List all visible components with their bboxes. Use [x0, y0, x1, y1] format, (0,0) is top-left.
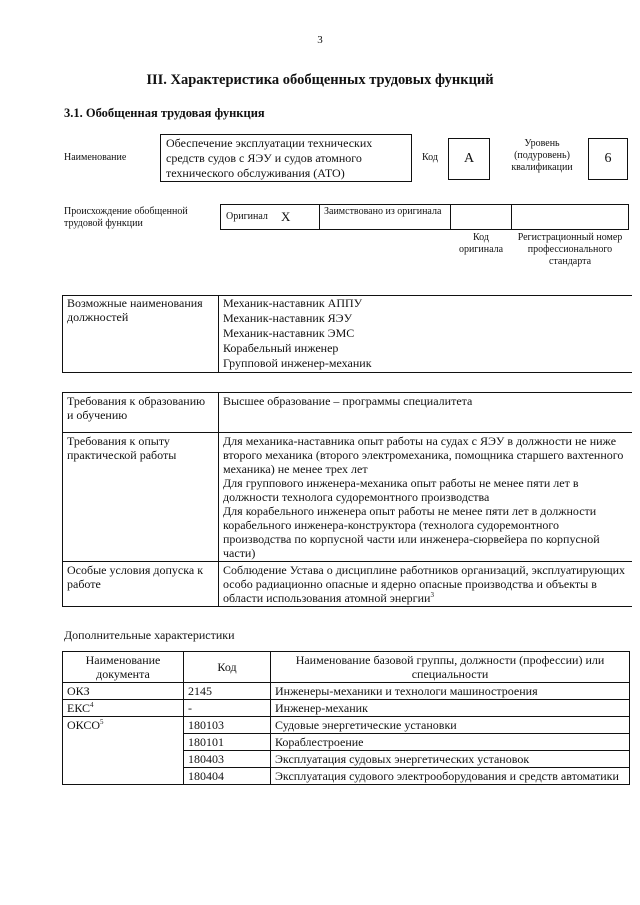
- page-number: 3: [317, 34, 323, 46]
- table-row: [63, 717, 630, 734]
- requirement-line: Высшее образование – программы специалитета: [223, 394, 473, 408]
- position-item: Корабельный инженер: [223, 341, 339, 355]
- position-item: Групповой инженер-механик: [223, 356, 372, 370]
- code-cell: 2145: [184, 683, 271, 700]
- positions-list: [219, 296, 633, 373]
- admission-value: [219, 562, 633, 607]
- borrowed-cell: [319, 204, 451, 230]
- subsection-title: 3.1. Обобщенная трудовая функция: [64, 106, 265, 120]
- name-cell: Судовые энергетические установки: [271, 717, 630, 734]
- original-mark: Х: [281, 209, 291, 224]
- table-row: [63, 433, 633, 562]
- doc-name: ОКСО: [67, 718, 101, 732]
- experience-value: [219, 433, 633, 562]
- requirement-line: Соблюдение Устава о дисциплине работников организаций, эксплуатирующих особо радиационно опасные и ядерно опасные производства и объекты в области использования атомной энергии: [223, 563, 626, 605]
- requirement-line: Для группового инженера-механика опыт работы не менее пяти лет в должности технолога судоремонтного производства: [223, 476, 579, 504]
- doc-name: ОКЗ: [67, 684, 90, 698]
- original-label: Оригинал: [226, 211, 268, 222]
- function-name-box: [160, 134, 412, 182]
- name-cell: Кораблестроение: [271, 734, 630, 751]
- position-item: Механик-наставник АППУ: [223, 296, 363, 310]
- doc-cell: [63, 683, 184, 700]
- name-cell: Эксплуатация судовых энергетических установок: [271, 751, 630, 768]
- table-row: [63, 393, 633, 433]
- header-name: Наименование базовой группы, должности (профессии) или специальности: [271, 652, 630, 683]
- name-cell: Инженер-механик: [271, 700, 630, 717]
- name-label: Наименование: [64, 152, 127, 163]
- level-value-box: [588, 138, 628, 180]
- education-label: Требования к образованию и обучению: [63, 393, 219, 433]
- code-cell: 180101: [184, 734, 271, 751]
- table-row: [63, 683, 630, 700]
- code-value: А: [463, 151, 475, 166]
- doc-name: ЕКС: [67, 701, 91, 715]
- positions-label: Возможные наименования должностей: [63, 296, 219, 373]
- code-cell: 180103: [184, 717, 271, 734]
- original-code-caption: Код оригинала: [458, 232, 504, 255]
- doc-footnote: 5: [100, 718, 104, 726]
- borrowed-label: Заимствовано из оригинала: [324, 206, 442, 217]
- doc-cell: [63, 717, 184, 785]
- reg-number-caption: Регистрационный номер профессионального стандарта: [517, 232, 623, 267]
- function-name-value: Обеспечение эксплуатации технических средств судов с ЯЭУ и судов атомного технического обслуживания (АТО): [166, 136, 373, 180]
- education-value: [219, 393, 633, 433]
- positions-table: [62, 295, 632, 373]
- experience-label: Требования к опыту практической работы: [63, 433, 219, 562]
- requirement-line: Для механика-наставника опыт работы на судах с ЯЭУ в должности не ниже второго механика (второго электромеханика, помощника старшего вахтенного механика) не менее трех лет: [223, 434, 624, 476]
- code-value-box: [448, 138, 490, 180]
- table-header-row: [63, 652, 630, 683]
- header-code: Код: [184, 652, 271, 683]
- header-document: Наименование документа: [63, 652, 184, 683]
- additional-title: Дополнительные характеристики: [64, 628, 235, 642]
- code-cell: 180403: [184, 751, 271, 768]
- name-cell: Эксплуатация судового электрооборудования и средств автоматики: [271, 768, 630, 785]
- doc-cell: [63, 700, 184, 717]
- name-cell: Инженеры-механики и технологи машиностроения: [271, 683, 630, 700]
- admission-label: Особые условия допуска к работе: [63, 562, 219, 607]
- code-label: Код: [422, 152, 438, 163]
- position-item: Механик-наставник ЭМС: [223, 326, 355, 340]
- additional-table: [62, 651, 630, 785]
- table-row: [63, 700, 630, 717]
- code-cell: 180404: [184, 768, 271, 785]
- origin-label: Происхождение обобщенной трудовой функции: [64, 206, 188, 229]
- requirement-line: Для корабельного инженера опыт работы не менее пяти лет в должности корабельного инженера-конструктора (технолога судоремонтного производства по корпусной части или инженера-сюрвейера по корпусной части): [223, 504, 600, 560]
- requirements-table: [62, 392, 632, 607]
- table-row: [63, 562, 633, 607]
- level-value: 6: [604, 151, 612, 166]
- position-item: Механик-наставник ЯЭУ: [223, 311, 353, 325]
- table-row: [63, 296, 633, 373]
- original-code-cell: [450, 204, 512, 230]
- section-title: III. Характеристика обобщенных трудовых функций: [146, 72, 494, 88]
- doc-footnote: 4: [90, 701, 94, 709]
- reg-number-cell: [511, 204, 629, 230]
- footnote-marker: 3: [430, 591, 434, 599]
- code-cell: -: [184, 700, 271, 717]
- original-cell: [220, 204, 320, 230]
- level-label: Уровень (подуровень) квалификации: [511, 138, 573, 173]
